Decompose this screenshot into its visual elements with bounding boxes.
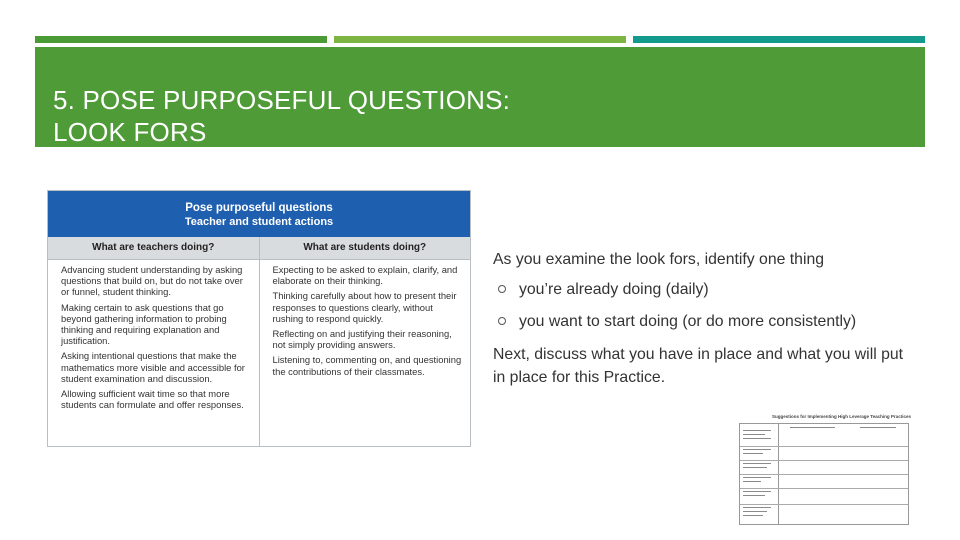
teacher-action: Allowing sufficient wait time so that more students can formulate and offer responses. bbox=[61, 388, 244, 411]
title-banner bbox=[35, 47, 925, 147]
bullet-text: you want to start doing (or do more consistently) bbox=[519, 313, 857, 330]
table-subtitle: Teacher and student actions bbox=[184, 216, 334, 228]
handout-thumbnail-row-line bbox=[740, 488, 908, 489]
handout-thumbnail-row-line bbox=[740, 446, 908, 447]
handout-thumbnail bbox=[738, 410, 910, 527]
bullet-item bbox=[493, 311, 913, 333]
student-action: Reflecting on and justifying their reasoning, not simply providing answers. bbox=[272, 328, 452, 351]
circle-bullet-icon bbox=[498, 285, 506, 293]
student-action: Listening to, commenting on, and questioning the contributions of their classmates. bbox=[272, 354, 462, 377]
handout-thumbnail-row-line bbox=[740, 474, 908, 475]
teacher-action: Making certain to ask questions that go beyond gathering information to probing thinking and requiring explanation and justification. bbox=[61, 301, 227, 347]
handout-thumbnail-row-line bbox=[740, 460, 908, 461]
handout-thumbnail-text bbox=[743, 453, 763, 454]
bullet-list bbox=[493, 279, 913, 333]
handout-thumbnail-text bbox=[743, 495, 765, 496]
column-header-teachers: What are teachers doing? bbox=[48, 237, 260, 259]
table-header bbox=[48, 191, 470, 237]
student-action: Thinking carefully about how to present their responses to questions clearly, without rushing to respond quickly. bbox=[272, 290, 457, 324]
handout-thumbnail-grid bbox=[739, 423, 909, 525]
students-column bbox=[260, 260, 471, 447]
instructions-next: Next, discuss what you have in place and what you will put in place for this Practice. bbox=[493, 346, 904, 386]
handout-thumbnail-text bbox=[743, 463, 771, 464]
student-action: Expecting to be asked to explain, clarify, and elaborate on their thinking. bbox=[272, 264, 458, 287]
instructions bbox=[493, 249, 913, 389]
top-accent-bar-2 bbox=[334, 36, 626, 43]
handout-thumbnail-text bbox=[743, 491, 771, 492]
handout-thumbnail-row-line bbox=[740, 504, 908, 505]
handout-thumbnail-text bbox=[743, 481, 761, 482]
table-title: Pose purposeful questions bbox=[185, 202, 333, 214]
teacher-action: Asking intentional questions that make the mathematics more visible and accessible for student examination and discussion. bbox=[61, 350, 245, 384]
slide-title-line-2: LOOK FORS bbox=[53, 117, 207, 148]
handout-thumbnail-title: Suggestions for Implementing High Leverage Teaching Practices bbox=[772, 414, 911, 419]
handout-thumbnail-text bbox=[743, 477, 771, 478]
handout-thumbnail-heading bbox=[860, 427, 896, 428]
slide-title-line-1: 5. POSE PURPOSEFUL QUESTIONS: bbox=[53, 85, 511, 116]
bullet-item bbox=[493, 279, 913, 301]
table-body bbox=[48, 260, 470, 447]
circle-bullet-icon bbox=[498, 317, 506, 325]
handout-thumbnail-text bbox=[743, 511, 767, 512]
top-accent-bar-3 bbox=[633, 36, 925, 43]
table-column-headers bbox=[48, 237, 470, 260]
teacher-action: Advancing student understanding by asking questions that build on, but do not take over or funnel, student thinking. bbox=[61, 264, 243, 298]
handout-thumbnail-text bbox=[743, 449, 771, 450]
handout-thumbnail-text bbox=[743, 430, 771, 431]
handout-thumbnail-text bbox=[743, 434, 765, 435]
slide-title bbox=[53, 84, 510, 148]
teachers-column bbox=[48, 260, 260, 447]
handout-thumbnail-text bbox=[743, 507, 771, 508]
handout-thumbnail-text bbox=[743, 515, 763, 516]
top-accent-bar-1 bbox=[35, 36, 327, 43]
column-header-students: What are students doing? bbox=[303, 242, 427, 253]
instructions-intro: As you examine the look fors, identify one thing bbox=[493, 251, 825, 268]
bullet-text: you’re already doing (daily) bbox=[519, 281, 709, 298]
look-fors-table bbox=[47, 190, 471, 447]
handout-thumbnail-heading bbox=[790, 427, 835, 428]
handout-thumbnail-text bbox=[743, 438, 771, 439]
handout-thumbnail-text bbox=[743, 467, 767, 468]
